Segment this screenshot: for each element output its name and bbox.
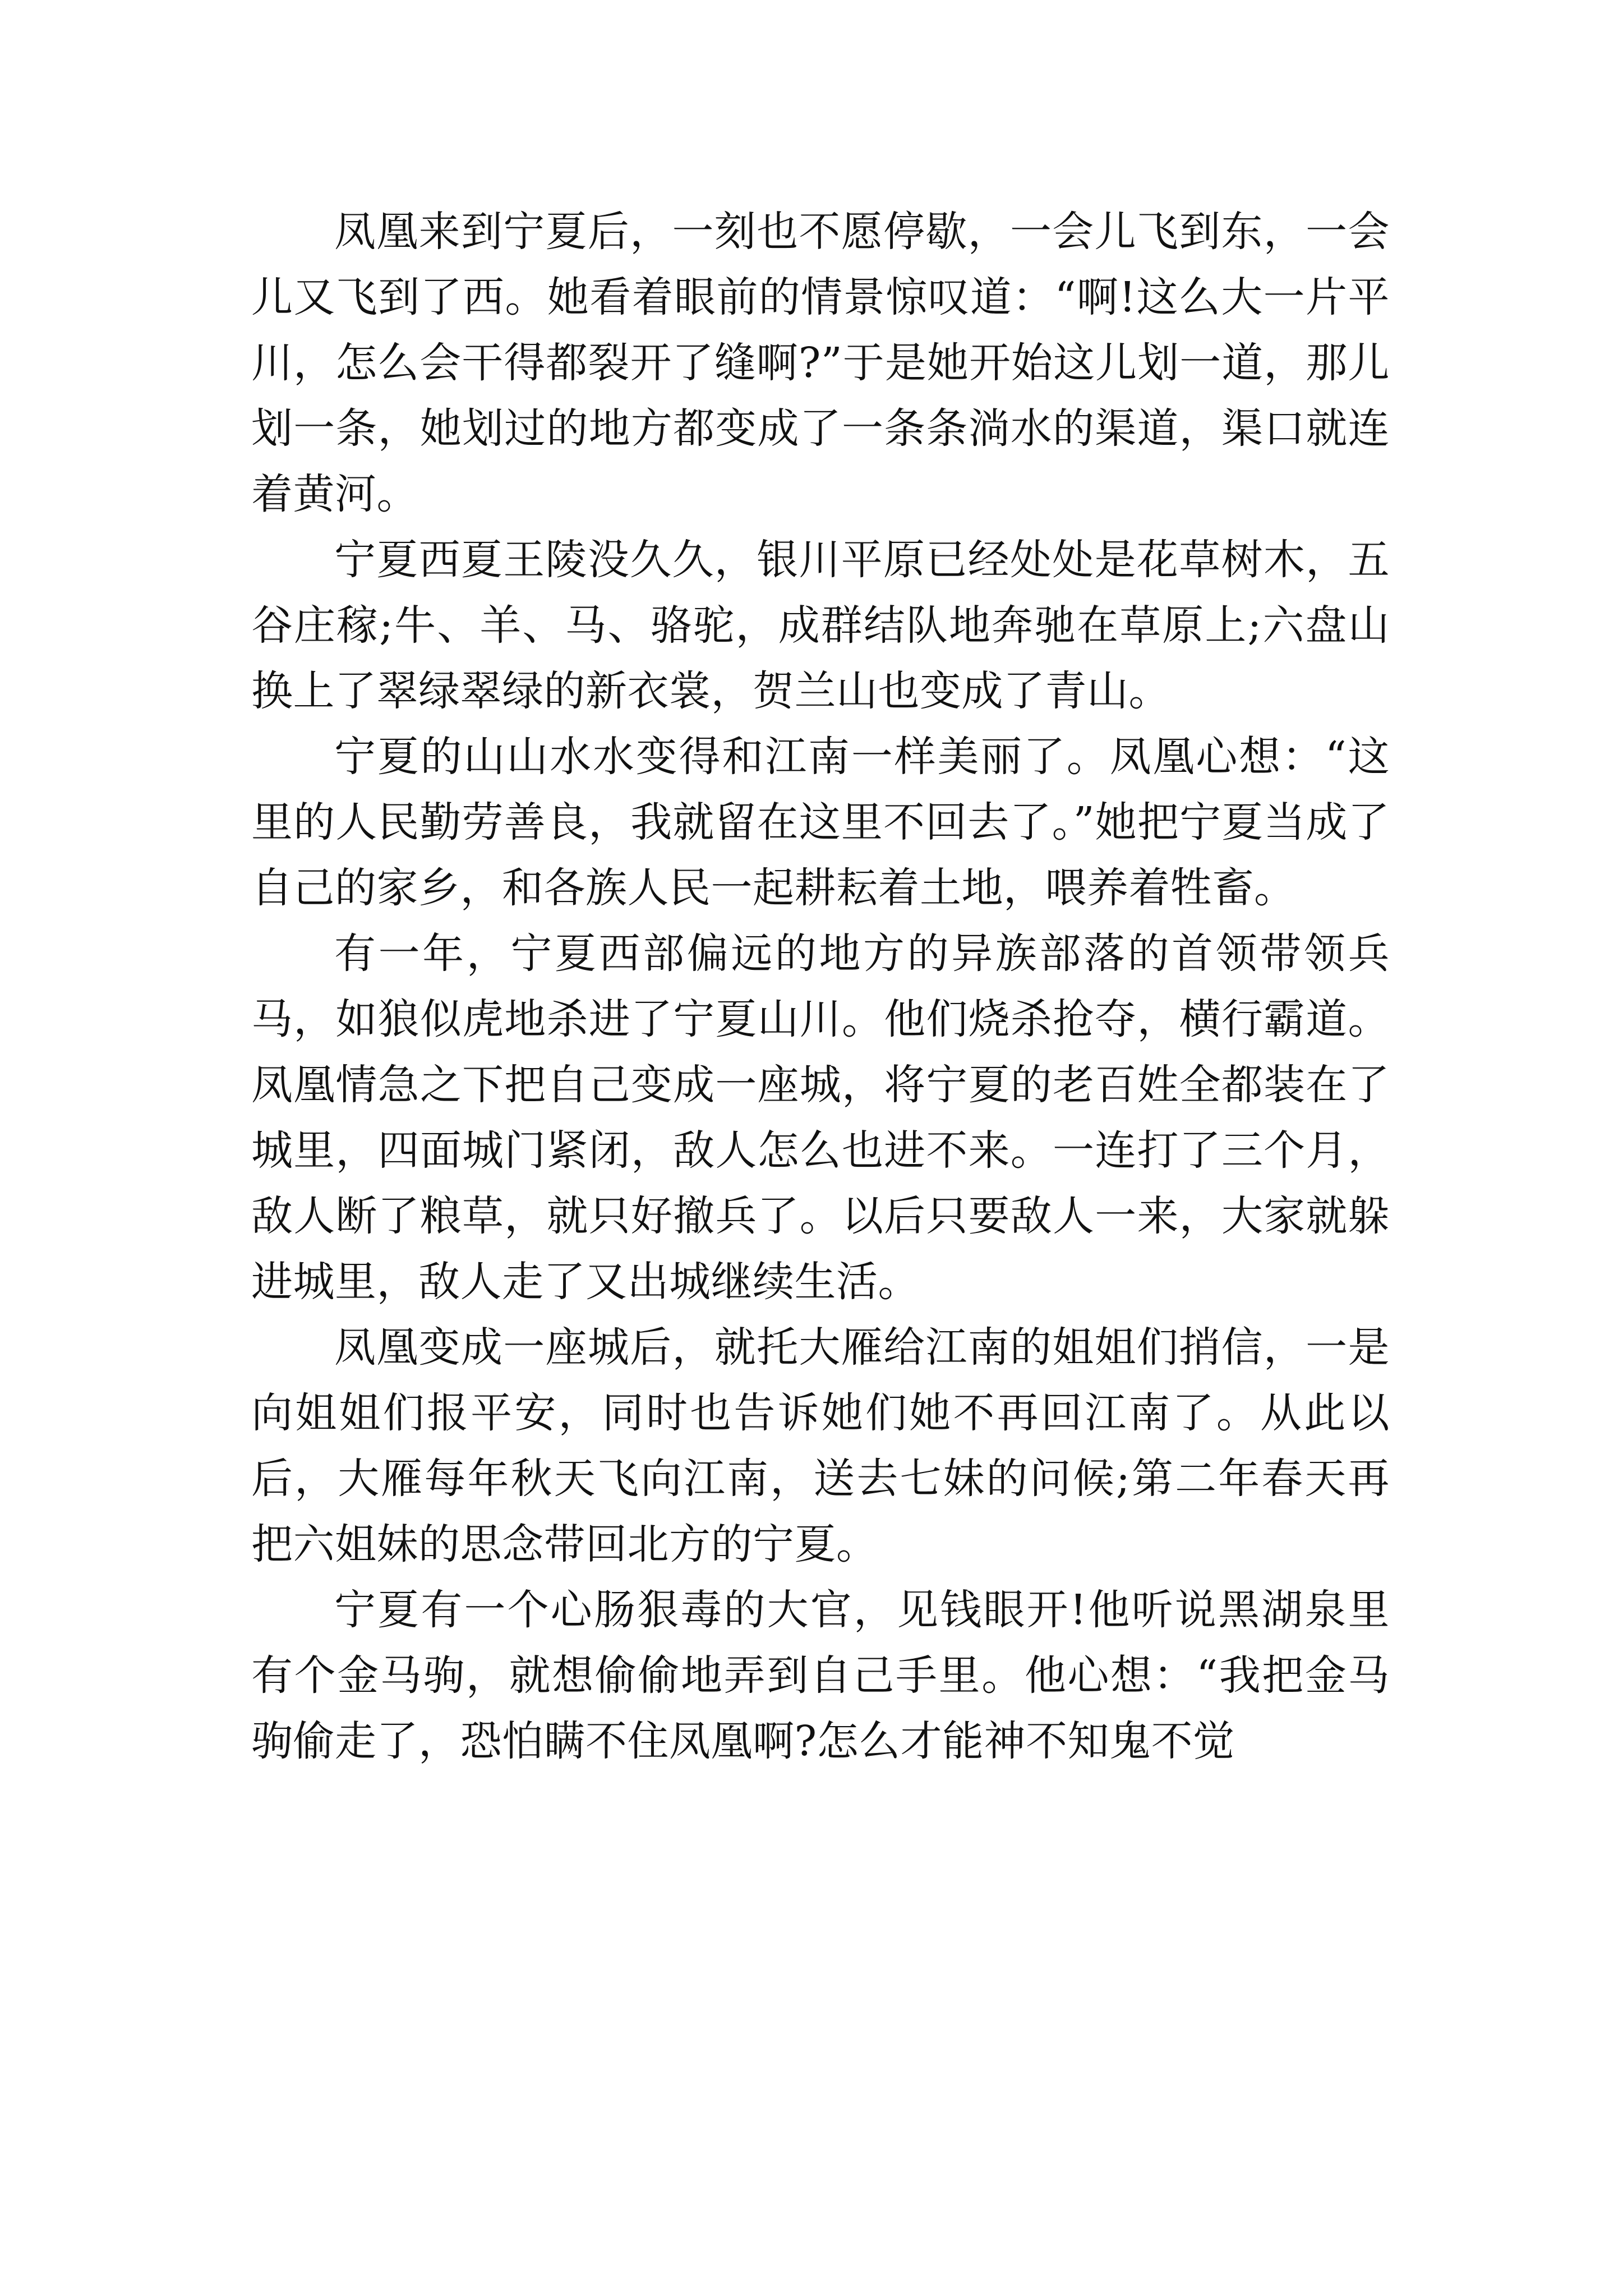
body-text xyxy=(251,199,1390,1774)
paragraph: 宁夏西夏王陵没久久，银川平原已经处处是花草树木，五谷庄稼;牛、羊、马、骆驼，成群结队地奔驰在草原上;六盘山换上了翠绿翠绿的新衣裳，贺兰山也变成了青山。 xyxy=(251,536,1390,715)
paragraph: 宁夏的山山水水变得和江南一样美丽了。凤凰心想：“这里的人民勤劳善良，我就留在这里不回去了。”她把宁夏当成了自己的家乡，和各族人民一起耕耘着土地，喂养着牲畜。 xyxy=(251,733,1390,912)
paragraph: 宁夏有一个心肠狠毒的大官，见钱眼开!他听说黑湖泉里有个金马驹，就想偷偷地弄到自己手里。他心想：“我把金马驹偷走了，恐怕瞒不住凤凰啊?怎么才能神不知鬼不觉 xyxy=(251,1586,1390,1765)
paragraph: 有一年，宁夏西部偏远的地方的异族部落的首领带领兵马，如狼似虎地杀进了宁夏山川。他们烧杀抢夺，横行霸道。凤凰情急之下把自己变成一座城，将宁夏的老百姓全都装在了城里，四面城门紧闭，敌人怎么也进不来。一连打了三个月，敌人断了粮草，就只好撤兵了。以后只要敌人一来，大家就躲进城里，敌人走了又出城继续生活。 xyxy=(251,930,1390,1306)
paragraph: 凤凰变成一座城后，就托大雁给江南的姐姐们捎信，一是向姐姐们报平安，同时也告诉她们她不再回江南了。从此以后，大雁每年秋天飞向江南，送去七妹的问候;第二年春天再把六姐妹的思念带回北方的宁夏。 xyxy=(251,1323,1390,1568)
paragraph: 凤凰来到宁夏后，一刻也不愿停歇，一会儿飞到东，一会儿又飞到了西。她看着眼前的情景惊叹道：“啊!这么大一片平川，怎么会干得都裂开了缝啊?”于是她开始这儿划一道，那儿划一条，她划过的地方都变成了一条条淌水的渠道，渠口就连着黄河。 xyxy=(251,208,1390,518)
